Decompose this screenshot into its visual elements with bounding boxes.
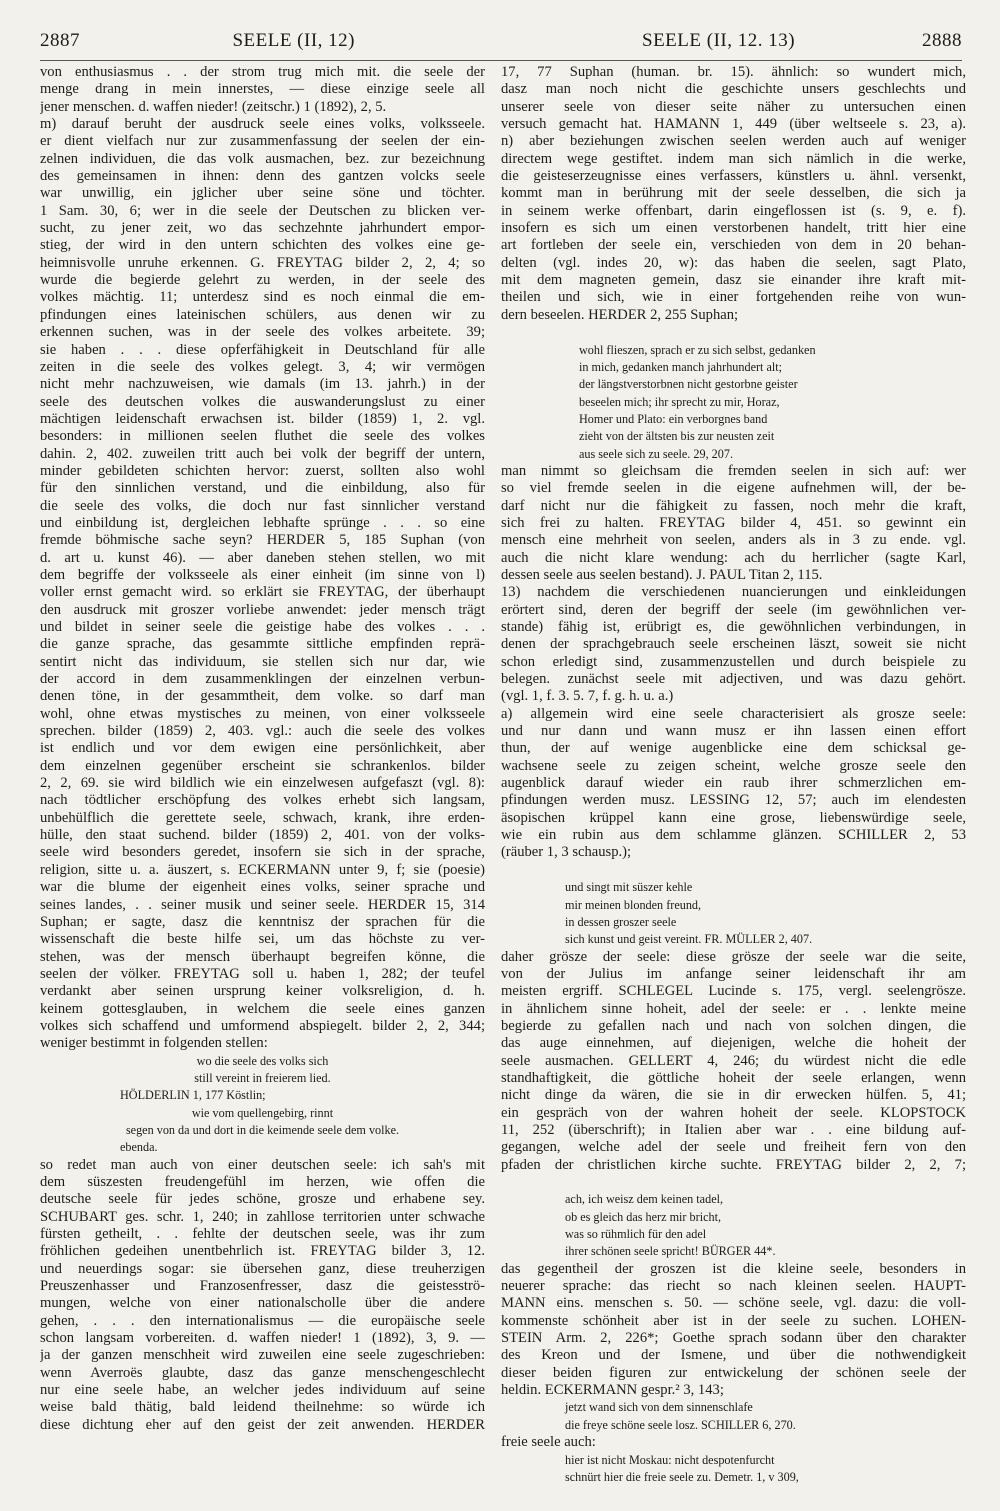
text-line: 11, 252 (überschrift); in Italien aber war . . eine bildung auf- — [501, 1121, 966, 1138]
text-line: 17, 77 Suphan (human. br. 15). ähnlich: so wundert mich, — [501, 64, 966, 80]
right-page-number: 2888 — [922, 30, 962, 51]
text-line: STEIN Arm. 2, 226*; Goethe sprach sodann über den charakter — [501, 1330, 966, 1347]
text-line: volkes sich schaffend und umformend abspiegelt. bilder 2, 2, 344; — [40, 1017, 485, 1034]
text-line: und neuerdings sogar: sie übersehen ganz, diese treuherzigen — [40, 1260, 485, 1277]
text-line: schon erledigt sind, zusammenzustellen und durch beispiele zu — [501, 653, 966, 670]
text-line — [501, 324, 966, 341]
text-line: religion, sitte u. a. äuszert, s. ECKERMANN unter 9, f; sie (poesie) — [40, 861, 485, 878]
text-line: MANN eins. menschen s. 50. — schöne seele, vgl. dazu: die voll- — [501, 1295, 966, 1312]
text-line: Preuszenhasser und Franzosenfresser, dasz die geistesströ- — [40, 1278, 485, 1295]
text-line: weise bald thätig, bald leidend theilnehme: so würde ich — [40, 1399, 485, 1416]
text-line: und einbildung ist, dergleichen lebhafte sprünge . . . so eine — [40, 514, 485, 531]
text-line: heimnisvolle unruhe erkennen. G. FREYTAG bilder 2, 2, 4; so — [40, 254, 485, 271]
text-line: daher grösze der seele: diese grösze der seele war die seite, — [501, 948, 966, 965]
text-line: dem süszesten freudengefühl im herzen, wie offen die — [40, 1174, 485, 1190]
text-line: war unwillig, ein jglicher uber seine söne und töchter. — [40, 185, 485, 202]
text-line: neuerer sprache: das riecht so nach kleinen seelen. HAUPT- — [501, 1278, 966, 1295]
text-line: fürsten getheilt, . . fehlte der deutschen seele, was ihr zum — [40, 1226, 485, 1243]
text-line: dem begriffe der volksseele als einer einheit (im sinne von l) — [40, 566, 485, 583]
text-line: wissenschaft die beste hilfe sei, um das höchste zu ver- — [40, 931, 485, 948]
left-running-head: SEELE (II, 12) — [232, 30, 355, 51]
text-line: in seinem werke offenbart, darin eingeflossen ist (s. 9, e. f). — [501, 202, 966, 219]
right-running-head: SEELE (II, 12. 13) — [642, 30, 796, 51]
text-line: seelen der völker. FREYTAG soll u. haben 1, 282; der teufel — [40, 965, 485, 982]
text-line: pfindungen eines lateinischen schülers, aus denen wir zu — [40, 306, 485, 323]
text-line: in dessen groszer seele — [565, 914, 677, 929]
text-line: das auge einnehmen, auf diejenigen, welche die hoheit der — [501, 1035, 966, 1052]
text-line: gehen, . . . den internationalismus — die europäische seele — [40, 1312, 485, 1329]
text-line: mit dem magneten gemein, dasz sie einander ihre kraft mit- — [501, 272, 966, 289]
text-line: dem einzelnen gegenüber erscheint sie schrankenlos. bilder — [40, 757, 485, 774]
text-line: sich kunst und geist vereint. FR. MÜLLER 2, 407. — [565, 932, 813, 947]
text-line: wohl, ohne etwas mystisches zu meinen, von einer volksseele — [40, 705, 485, 722]
text-line: des Kreon und der Ismene, und über die nothwendigkeit — [501, 1347, 966, 1364]
text-line: darf nicht nur die fähigkeit zu fassen, noch mehr die kraft, — [501, 497, 966, 514]
text-line: 2, 2, 69. sie wird bildlich wie ein einzelwesen aufgefaszt (vgl. 8): — [40, 775, 485, 792]
text-line: wo die seele des volks sich — [196, 1053, 329, 1068]
text-line: segen von da und dort in die keimende seele dem volke. — [125, 1122, 400, 1137]
text-line: jetzt wand sich von dem sinnenschlafe — [565, 1400, 753, 1415]
text-line: in mich, gedanken manch jahrhundert alt; — [579, 359, 783, 374]
text-line: er dient vielfach nur zur zusammenfassung der seelen der ein- — [40, 133, 485, 150]
text-line: und bildet in seiner seele die geistige habe des volkes . . . — [40, 619, 485, 635]
text-line — [501, 862, 966, 879]
text-line: delten (vgl. indes 20, w): das haben die seelen, sagt Plato, — [501, 254, 966, 271]
text-line: dasz man noch nicht die geschichte unsers geschlechts und — [501, 81, 966, 98]
text-line: äsopischen krüppel kann eine grose, liebenswürdige seele, — [501, 809, 966, 826]
text-line: standhaftigkeit, die göttliche hoheit der seele erlangen, wenn — [501, 1069, 966, 1086]
text-line: begierde zu gefallen nach und nach von solchen dingen, die — [501, 1017, 966, 1034]
text-line: n) aber beziehungen zwischen seelen werden auch auf weniger — [501, 133, 966, 150]
text-line: auch die nicht klare wendung: ach du herrlicher (sagte Karl, — [501, 549, 966, 566]
text-line: menge drang in mein innerstes, — diese einzige seele all — [40, 81, 485, 98]
text-line: ach, ich weisz dem keinen tadel, — [565, 1192, 724, 1207]
text-line: unserer seele von dieser seite näher zu untersuchen einen — [501, 98, 966, 115]
text-line: mir meinen blonden freund, — [565, 897, 702, 912]
text-line: keinem gottesglauben, in welchem die seele eines ganzen — [40, 1000, 485, 1017]
text-line: stande) fähig ist, erübrigt es, die gewöhnlichen verbindungen, in — [501, 619, 966, 635]
text-line: ja der ganzen menschheit wird zuweilen eine seele zugeschrieben: — [40, 1347, 485, 1364]
text-line: denen der sprachgebrauch seele erscheinen läszt, soweit sie nicht — [501, 636, 966, 653]
text-line: besonders: in millionen seelen fluthet die seele des volkes — [40, 428, 485, 445]
text-line: m) darauf beruht der ausdruck seele eines volks, volksseele. — [40, 116, 485, 133]
text-line — [501, 1174, 966, 1191]
text-line: freie seele auch: — [501, 1434, 596, 1451]
text-line: seele wird besonders geredet, insofern sie sich in der sprache, — [40, 844, 485, 861]
right-header — [510, 30, 962, 52]
text-line: seele ausmachen. GELLERT 4, 246; du würdest nicht die edle — [501, 1052, 966, 1069]
text-line: war die blume der eigenheit eines volks, seiner sprache und — [40, 879, 485, 896]
text-line: hülle, den staat suchend. bilder (1859) 2, 401. von der volks- — [40, 827, 485, 844]
text-line: verdankt aber seinen ursprung keiner volksreligion, d. h. — [40, 983, 485, 1000]
text-line: zelnen individuen, die das volk ausmachen, bez. zur bezeichnung — [40, 150, 485, 167]
text-line: für den sinnlichen verstand, und die einbildung, also für — [40, 480, 485, 497]
right-column — [501, 64, 966, 1486]
text-line: Suphan; er sagte, dasz die kenntnisz der sprachen für die — [40, 913, 485, 930]
text-line: wenn Averroës glaubte, dasz das ganze menschengeschlecht — [40, 1364, 485, 1381]
text-line: art fortleben der seele ein, verschieden von dem in 20 behan- — [501, 237, 966, 254]
text-line: mächtigen leidenschaft erwachsen ist. bilder (1859) 1, 2. vgl. — [40, 410, 485, 427]
text-line: von enthusiasmus . . der strom trug mich mit. die seele der — [40, 64, 485, 80]
text-line: schon langsam vorbereiten. d. waffen nieder! 1 (1892), 3, 9. — — [40, 1330, 485, 1347]
text-line: a) allgemein wird eine seele characterisiert als grosze seele: — [501, 705, 966, 722]
text-line: das gegentheil der groszen ist die kleine seele, besonders in — [501, 1260, 966, 1277]
text-line: hier ist nicht Moskau: nicht despotenfurcht — [565, 1452, 775, 1467]
text-line: sich frei zu halten. FREYTAG bilder 4, 451. so gewinnt ein — [501, 514, 966, 531]
text-line: volkes mächtig. 11; unterdesz sind es noch einmal die em- — [40, 289, 485, 306]
text-line: ein gespräch von der wahren hoheit der seele. KLOPSTOCK — [501, 1104, 966, 1121]
text-line: so viel fremde seelen in die eigene aufnehmen will, der be- — [501, 480, 966, 497]
text-line: (räuber 1, 3 schausp.); — [501, 844, 632, 861]
text-line: pfaden der christlichen kirche suchte. FREYTAG bilder 2, 2, 7; — [501, 1156, 966, 1173]
header-rule — [40, 60, 962, 61]
text-line: thun, der auf wenige augenblicke eine dem schicksal ge- — [501, 740, 966, 757]
text-line: seele des deutschen volkes die auswanderungslust zu einer — [40, 393, 485, 410]
text-line: und singt mit süszer kehle — [565, 880, 693, 895]
text-line: ebenda. — [120, 1140, 158, 1155]
text-line: fremde böhmische sache seyn? HERDER 5, 185 Suphan (von — [40, 532, 485, 549]
text-line: erkennen suchen, was in der seele des volkes arbeitete. 39; — [40, 324, 485, 341]
text-line: die freye schöne seele losz. SCHILLER 6, 270. — [565, 1417, 796, 1432]
text-line: fröhlichen gedeihen unentbehrlich ist. FREYTAG bilder 3, 12. — [40, 1243, 485, 1260]
text-line: SCHUBART ges. schr. 1, 240; in zahllose territorien unter schwache — [40, 1208, 485, 1225]
text-line: versuch gemacht hat. HAMANN 1, 449 (über weltseele s. 23, a). — [501, 116, 966, 133]
text-line: der längstverstorbnen nicht gestorbne geister — [579, 377, 798, 392]
text-line: dern beseelen. HERDER 2, 255 Suphan; — [501, 306, 739, 323]
text-line: aus seele sich zu seele. 29, 207. — [579, 446, 733, 461]
text-line: 1 Sam. 30, 6; wer in die seele der Deutschen zu blicken ver- — [40, 202, 485, 219]
text-line: stieg, der wird in den untern schichten des volkes eine ge- — [40, 237, 485, 254]
text-line: still vereint in freierem lied. — [194, 1070, 331, 1085]
text-line: nach tödtlicher erschöpfung des volkes erhebt sich langsam, — [40, 792, 485, 809]
text-line: man nimmt so gleichsam die fremden seelen in sich auf: wer — [501, 462, 966, 479]
text-line: ihrer schönen seele spricht! BÜRGER 44*. — [565, 1244, 776, 1259]
left-header — [40, 30, 485, 52]
text-line: insofern es sich um einen verstorbenen handelt, tritt hier eine — [501, 220, 966, 237]
text-line: in ähnlichem sinne hoheit, adel der seele: er . . lenkte meine — [501, 1000, 966, 1017]
text-line: sie haben . . . diese opferfähigkeit in Deutschland für alle — [40, 341, 485, 358]
text-line: ob es gleich das herz mir bricht, — [565, 1209, 722, 1224]
text-line: erörtert sind, deren der begriff der seele (im gewöhnlichen ver- — [501, 601, 966, 618]
text-line: und nur dann und wann musz er ihn lassen einen effort — [501, 723, 966, 740]
text-line: seines landes, . . seiner musik und seiner seele. HERDER 15, 314 — [40, 896, 485, 913]
text-line: Homer und Plato: ein verborgnes band — [579, 411, 768, 426]
text-line: deutsche seele für jedes schöne, grosze und erhabene sey. — [40, 1191, 485, 1208]
text-line: dessen seele aus seelen bestand). J. PAUL Titan 2, 115. — [501, 566, 823, 583]
text-line: nicht mehr nachzuweisen, wie damals (im 13. jahrh.) in der — [40, 376, 485, 393]
text-line: gegangen, welche adel der seele und freiheit fern von den — [501, 1139, 966, 1156]
text-line: dieser beiden figuren zur entwickelung der schönen seele der — [501, 1364, 966, 1381]
text-line: voller ernst gemacht wird. so erklärt sie FREYTAG, der überhaupt — [40, 584, 485, 601]
text-line: die geisteserzeugnisse eines verfassers, künstlers u. ähnl. versenkt, — [501, 168, 966, 185]
text-line: wohl flieszen, sprach er zu sich selbst, gedanken — [579, 342, 816, 357]
text-line: dahin. 2, 402. zuweilen tritt auch bei volk der begriff der untern, — [40, 445, 485, 462]
text-line: unbehülflich die gerettete seele, schwach, krank, ihre erden- — [40, 809, 485, 826]
text-line: stehen, was der mensch überhaupt begreifen könne, die — [40, 948, 485, 965]
text-line: wurde die begierde gelehrt zu werden, in der seele des — [40, 272, 485, 289]
text-line: sprechen. bilder (1859) 2, 403. vgl.: auch die seele des volkes — [40, 723, 485, 740]
text-line: mensch eine mehrheit von seelen, anders als in 3 zu ende. vgl. — [501, 532, 966, 549]
text-line: nur eine seele habe, an welcher jedes individuum auf seine — [40, 1382, 485, 1399]
text-line: mungen, welche von einer nationalscholle über die andere — [40, 1295, 485, 1312]
text-line: von der Julius im anfange seiner leidenschaft ihr am — [501, 965, 966, 982]
text-line: den ausdruck mit groszer vorliebe anwendet: jeder mensch trägt — [40, 601, 485, 618]
text-line: nicht dinge da wären, die sie in dir erwecken hülfen. 5, 41; — [501, 1087, 966, 1104]
text-line: was so rühmlich für den adel — [565, 1227, 707, 1242]
text-line: theilen und sich, wie in einer fortgehenden reihe von wun- — [501, 289, 966, 306]
text-line: directem wege gestiftet. indem man sich nämlich in die werke, — [501, 150, 966, 167]
text-line: pfindungen werden musz. LESSING 12, 57; auch im elendesten — [501, 792, 966, 809]
text-line: jener menschen. d. waffen nieder! (zeitschr.) 1 (1892), 2, 5. — [40, 98, 387, 115]
text-line: HÖLDERLIN 1, 177 Köstlin; — [120, 1088, 266, 1103]
text-line: zeiten in die seele des volkes gelegt. 3, 4; wir vermögen — [40, 358, 485, 375]
text-line: augenblick darauf wieder ein raub ihrer schmerzlichen em- — [501, 775, 966, 792]
text-line: ist endlich und vor dem ewigen eine persönlichkeit, aber — [40, 740, 485, 757]
text-line: diese dichtung eher auf den geist der zeit anwenden. HERDER — [40, 1416, 485, 1433]
left-page-number: 2887 — [40, 30, 80, 51]
text-line: denen töne, in der gesammtheit, dem volke. so darf man — [40, 688, 485, 705]
text-line: sucht, zu jener zeit, wo das sechzehnte jahrhundert empor- — [40, 220, 485, 237]
text-line: kommt man in berührung mit der seele desselben, die sich ja — [501, 185, 966, 202]
text-line: sentirt nicht das individuum, sie stellen sich nur dar, wie — [40, 653, 485, 670]
text-line: so redet man auch von einer deutschen seele: ich sah's mit — [40, 1156, 485, 1173]
text-line: d. art u. kunst 46). — aber daneben stehen stellen, wo mit — [40, 549, 485, 566]
text-line: wie vom quellengebirg, rinnt — [191, 1105, 334, 1120]
text-line: wie ein rubin aus dem schlamme glänzen. SCHILLER 2, 53 — [501, 827, 966, 844]
text-line: zieht von der ältsten bis zur neusten zeit — [579, 429, 775, 444]
text-line: heldin. ECKERMANN gespr.² 3, 143; — [501, 1382, 724, 1399]
text-line: meisten ergriff. SCHLEGEL Lucinde s. 175, vergl. seelengrösze. — [501, 983, 966, 1000]
text-line: belegen. zunächst seele mit adjectiven, und was dazu gehört. — [501, 671, 966, 688]
text-line: (vgl. 1, f. 3. 5. 7, f. g. h. u. a.) — [501, 688, 674, 705]
text-line: des gemeinsamen in ihnen: denn des gantzen volcks seele — [40, 168, 485, 185]
text-line: die ganze sprache, das gesammte sittliche empfinden reprä- — [40, 636, 485, 653]
text-line: die seele des volks, die doch nur fast sinnlicher verstand — [40, 497, 485, 514]
text-line: weniger bestimmt in folgenden stellen: — [40, 1035, 268, 1052]
text-line: schnürt hier die freie seele zu. Demetr. 1, v 309, — [565, 1469, 799, 1484]
text-line: beseelen mich; ihr sprecht zu mir, Horaz, — [579, 394, 780, 409]
text-line: der accord in dem zusammenklingen der einzelnen verbun- — [40, 671, 485, 688]
text-line: minder gebildeten schichten hervor: zuerst, sollten also wohl — [40, 462, 485, 479]
left-column — [40, 64, 485, 1434]
text-line: kommenste schönheit aber ist in der seele zu suchen. LOHEN- — [501, 1312, 966, 1329]
text-line: 13) nachdem die verschiedenen nuancierungen und einkleidungen — [501, 584, 966, 601]
text-line: wachsene seele zu zeigen scheint, welche grosze seele den — [501, 757, 966, 774]
